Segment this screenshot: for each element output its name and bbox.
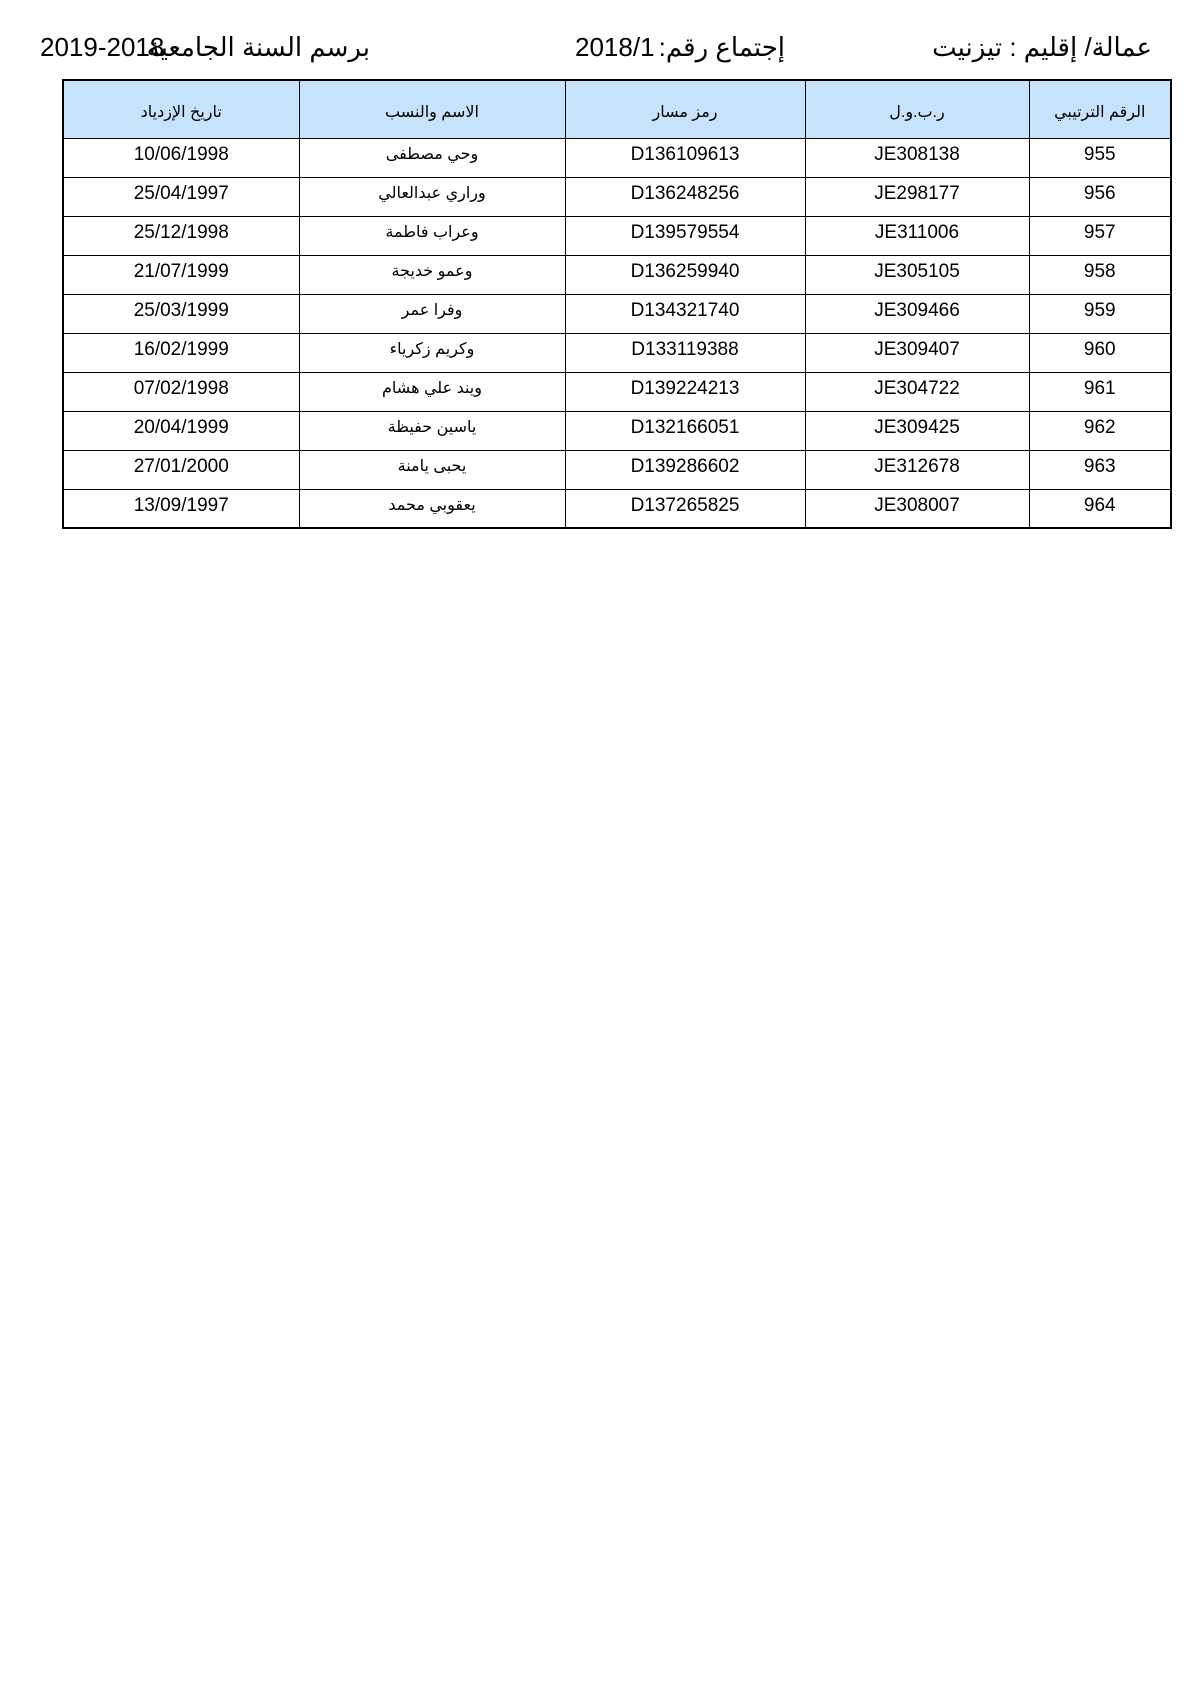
cell-cin: JE304722 [805,372,1029,411]
cell-birthdate: 25/03/1999 [63,294,299,333]
table-row [63,411,1171,450]
table-row [63,216,1171,255]
column-header-name: الاسم والنسب [299,80,565,138]
academic-year-value: 2019-2018 [40,32,165,62]
cell-massar: D139286602 [565,450,805,489]
cell-name: يعقوبي محمد [299,489,565,528]
cell-birthdate: 16/02/1999 [63,333,299,372]
table-row [63,450,1171,489]
meeting-number: 2018/1 [575,32,655,62]
cell-cin: JE312678 [805,450,1029,489]
table-header-row [63,80,1171,138]
table-row [63,372,1171,411]
column-header-cin: ر.ب.و.ل [805,80,1029,138]
cell-rank: 962 [1029,411,1171,450]
cell-name: وفرا عمر [299,294,565,333]
cell-birthdate: 25/04/1997 [63,177,299,216]
cell-massar: D139579554 [565,216,805,255]
cell-name: ويند علي هشام [299,372,565,411]
cell-massar: D136109613 [565,138,805,177]
table-body [63,138,1171,528]
cell-birthdate: 27/01/2000 [63,450,299,489]
cell-birthdate: 13/09/1997 [63,489,299,528]
province-label: عمالة/ إقليم : تيزنيت [932,32,1152,62]
cell-birthdate: 07/02/1998 [63,372,299,411]
cell-rank: 956 [1029,177,1171,216]
cell-cin: JE309466 [805,294,1029,333]
cell-birthdate: 21/07/1999 [63,255,299,294]
cell-cin: JE305105 [805,255,1029,294]
students-table [62,79,1172,529]
cell-massar: D137265825 [565,489,805,528]
column-header-rank: الرقم الترتيبي [1029,80,1171,138]
table-row [63,489,1171,528]
cell-rank: 955 [1029,138,1171,177]
cell-name: وراري عبدالعالي [299,177,565,216]
cell-rank: 957 [1029,216,1171,255]
cell-name: وعمو خديجة [299,255,565,294]
cell-rank: 963 [1029,450,1171,489]
cell-rank: 961 [1029,372,1171,411]
cell-birthdate: 20/04/1999 [63,411,299,450]
cell-cin: JE311006 [805,216,1029,255]
cell-name: وحي مصطفى [299,138,565,177]
cell-rank: 958 [1029,255,1171,294]
table-row [63,294,1171,333]
cell-cin: JE298177 [805,177,1029,216]
cell-massar: D134321740 [565,294,805,333]
cell-massar: D132166051 [565,411,805,450]
academic-year-label: برسم السنة الجامعية [146,32,370,62]
cell-name: ياسين حفيظة [299,411,565,450]
table-row [63,255,1171,294]
table-row [63,177,1171,216]
cell-massar: D139224213 [565,372,805,411]
column-header-massar: رمز مسار [565,80,805,138]
cell-name: وكريم زكرياء [299,333,565,372]
cell-cin: JE308138 [805,138,1029,177]
meeting-label: إجتماع رقم: [658,32,785,62]
cell-name: يحبى يامنة [299,450,565,489]
cell-cin: JE309407 [805,333,1029,372]
cell-cin: JE308007 [805,489,1029,528]
cell-rank: 964 [1029,489,1171,528]
cell-cin: JE309425 [805,411,1029,450]
column-header-birthdate: تاريخ الإزدياد [63,80,299,138]
cell-massar: D136259940 [565,255,805,294]
cell-massar: D133119388 [565,333,805,372]
table-row [63,138,1171,177]
table-row [63,333,1171,372]
cell-name: وعراب فاطمة [299,216,565,255]
cell-birthdate: 10/06/1998 [63,138,299,177]
cell-massar: D136248256 [565,177,805,216]
cell-rank: 960 [1029,333,1171,372]
cell-rank: 959 [1029,294,1171,333]
cell-birthdate: 25/12/1998 [63,216,299,255]
